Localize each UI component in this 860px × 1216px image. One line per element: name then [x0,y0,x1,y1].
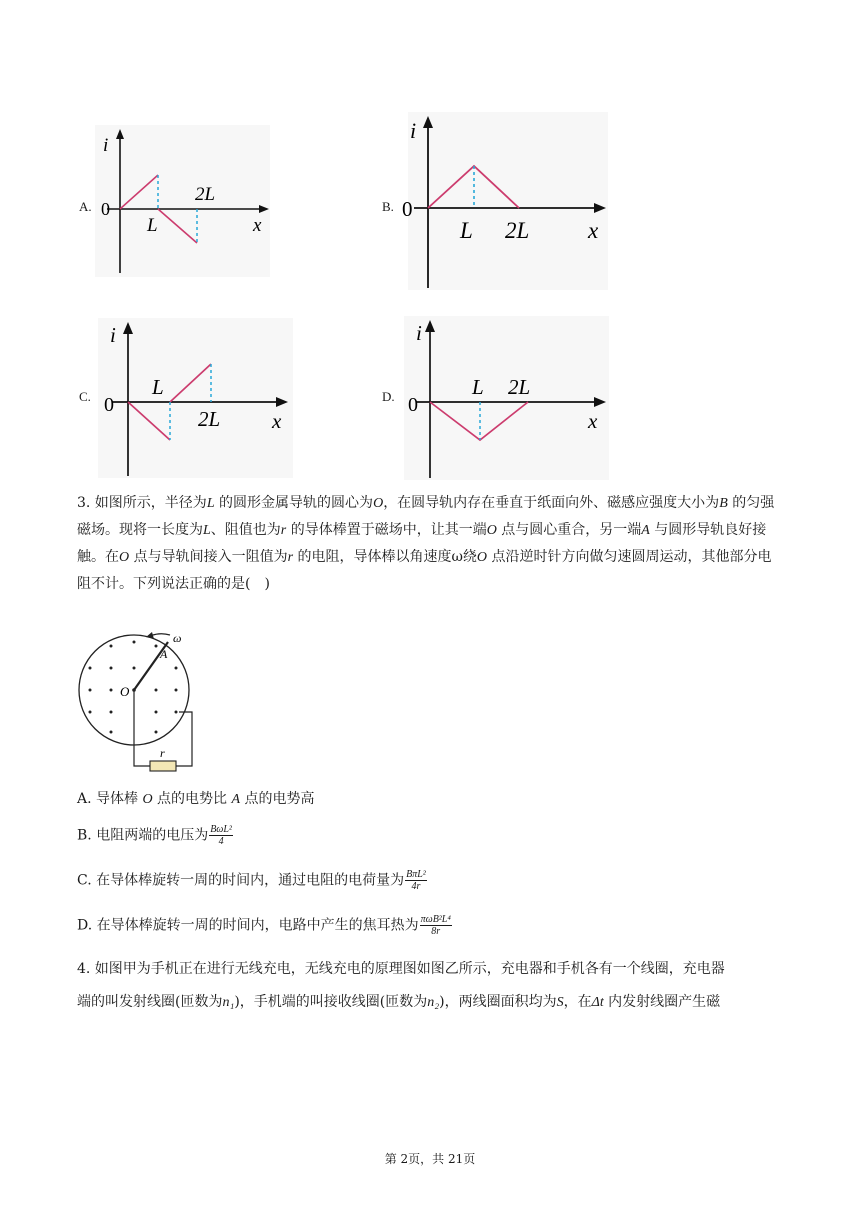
graph-a-zero-label: 0 [101,199,110,219]
question-3-stem: 3. 如图所示，半径为L 的圆形金属导轨的圆心为O，在圆导轨内存在垂直于纸面向外、磁感应强度大小为B 的匀强磁场。现将一长度为L、阻值也为r 的导体棒置于磁场中，让其一端O 点与圆心重合，另一端A 与圆形导轨良好接触。在O 点与导轨间接入一阻值为r 的电阻，导体棒以角速度ω绕O 点沿逆时针方向做匀速圆周运动，其他部分电阻不计。下列说法正确的是( ) [77,495,775,592]
point-o-label: O [120,684,130,699]
option-a-label: A. [79,199,92,214]
graph-d-x-label: x [588,409,598,433]
option-b-label: B. [382,199,394,214]
graph-a-x-label: x [253,215,262,236]
graph-a-l-label: L [147,215,158,236]
graph-a-i-label: i [103,135,109,156]
graph-c-l-label: L [152,375,164,399]
graph-a [95,125,270,277]
choice-c-formula: $\frac{\text{BπL²}}{4r}$ [406,869,426,892]
graph-b-zero-label: 0 [402,197,413,221]
graph-c-i-label: i [110,323,116,347]
choice-b-formula: $\frac{\text{BωL²}}{4}$ [210,824,232,847]
option-d-label: D. [382,389,395,404]
page-footer: 第 2页，共 21页 [384,1152,476,1166]
graph-d-l-label: L [472,375,484,399]
choice-c[interactable]: C. 在导体棒旋转一周的时间内，通过电阻的电荷量为 $\frac{\text{BπL²}}{4r}$ [77,869,426,892]
choice-b[interactable]: B. 电阻两端的电压为 $\frac{\text{BωL²}}{4}$ [77,824,232,847]
graph-d-zero-label: 0 [408,394,418,416]
graph-c-x-label: x [272,409,282,433]
graph-b-i-label: i [410,118,417,143]
graph-d-2l-label: 2L [508,375,531,399]
choice-d-formula: $\frac{\text{πωB²L⁴}}{8r}$ [420,914,451,937]
graph-b-l-label: L [460,218,473,243]
omega-label: ω [173,631,182,645]
question-3-figure [76,626,206,776]
graph-a-2l-label: 2L [195,184,216,205]
graph-d-i-label: i [416,321,422,345]
choice-a[interactable]: A. 导体棒 O 点的电势比 A 点的电势高 [77,791,315,807]
graph-c-2l-label: 2L [198,407,221,431]
wire-from-rail [176,712,192,766]
choice-d[interactable]: D. 在导体棒旋转一周的时间内，电路中产生的焦耳热为 $\frac{\text{πωB²L⁴}}{8r}$ [77,914,451,937]
graph-d [404,316,609,480]
resistor [150,761,176,771]
graph-b-x-label: x [588,218,599,243]
question-4-line-1: 4. 如图甲为手机正在进行无线充电，无线充电的原理图如图乙所示，充电器和手机各有一个线圈，充电器 [77,961,725,977]
graph-b-2l-label: 2L [505,218,530,243]
point-a-label: A [160,647,168,661]
wire-from-center [134,690,150,766]
question-4-line-2: 端的叫发射线圈(匝数为n₁)，手机端的叫接收线圈(匝数为n₂)，两线圈面积均为S，在Δt 内发射线圈产生磁 [77,994,721,1010]
graph-b [398,112,608,290]
graph-c [98,318,293,478]
resistor-label: r [160,746,165,760]
option-c-label: C. [79,389,91,404]
graph-c-zero-label: 0 [104,394,114,416]
